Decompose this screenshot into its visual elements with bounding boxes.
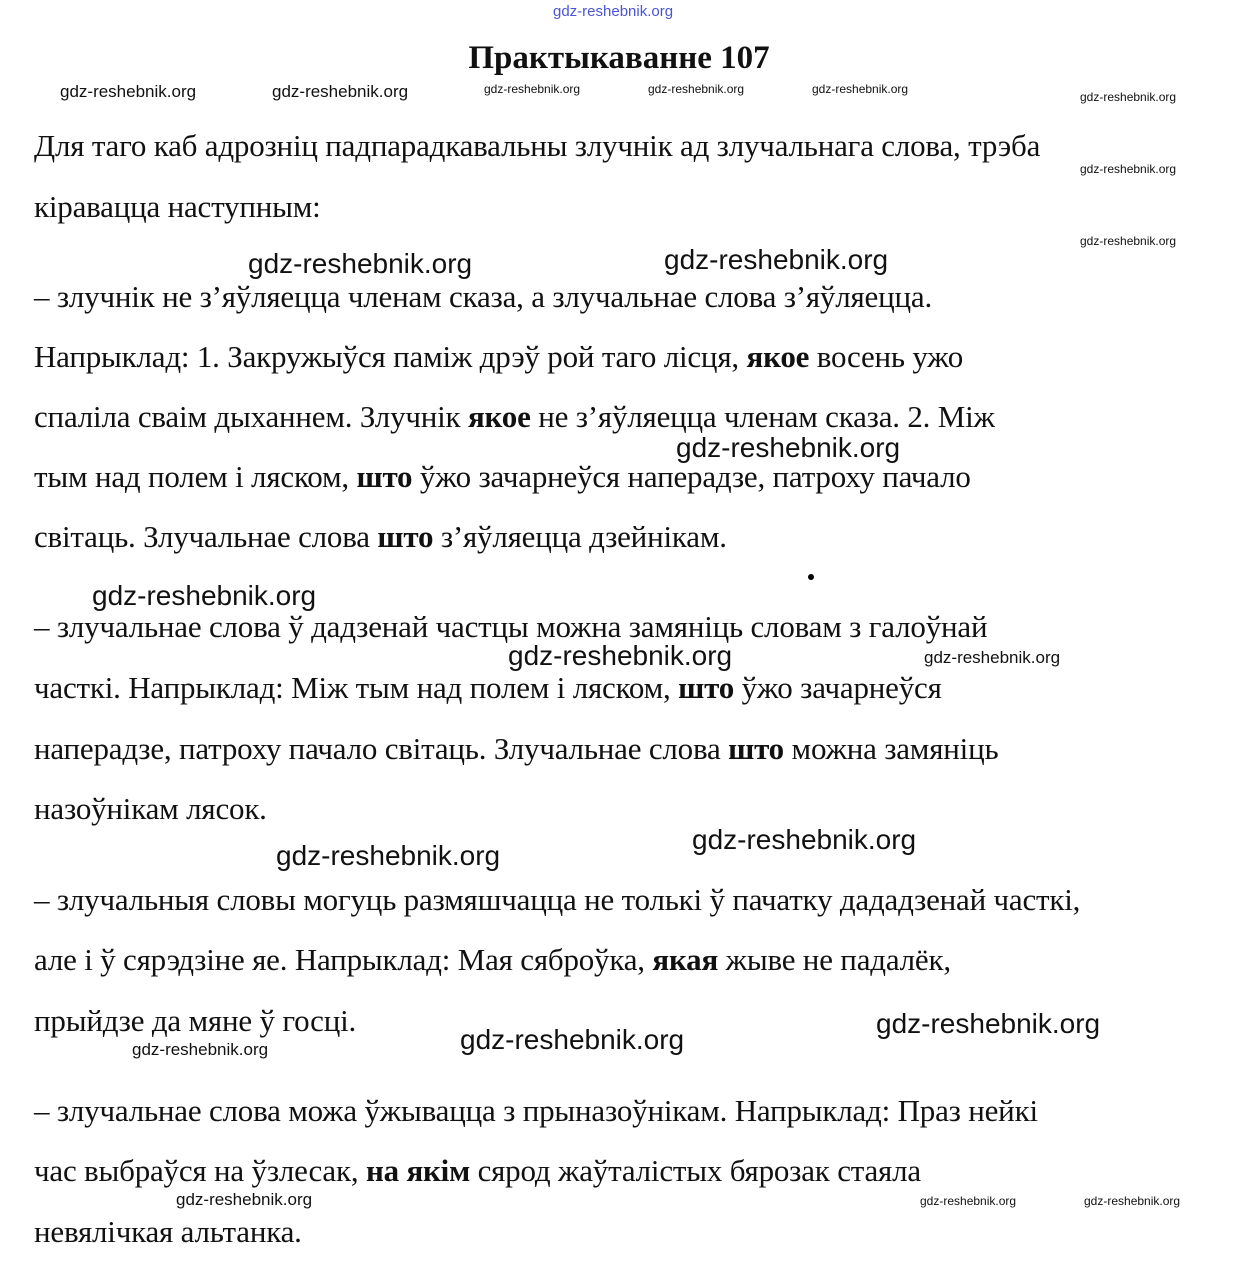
text-segment: Для таго каб адрозніц падпарадкавальны злучнік ад злучальнага слова, трэба: [34, 128, 1041, 163]
text-segment: невялічкая альтанка.: [34, 1214, 302, 1249]
text-line: [34, 339, 963, 375]
text-segment: восень ужо: [809, 339, 964, 374]
text-segment: наперадзе, патроху пачало світаць. Злучальнае слова: [34, 731, 729, 766]
watermark: gdz-reshebnik.org: [92, 580, 317, 611]
page-title: Практыкаванне 107: [468, 40, 770, 76]
watermark: gdz-reshebnik.org: [1080, 90, 1177, 104]
text-segment: ўжо зачарнеўся: [734, 670, 942, 705]
text-segment: тым над полем і ляском,: [34, 459, 357, 494]
text-segment: час выбраўся на ўзлесак,: [34, 1153, 366, 1188]
watermark: gdz-reshebnik.org: [876, 1008, 1101, 1039]
watermark: gdz-reshebnik.org: [1080, 162, 1177, 176]
text-line: [34, 189, 321, 225]
bold-keyword: што: [678, 670, 735, 705]
watermark: gdz-reshebnik.org: [248, 248, 473, 279]
watermark: gdz-reshebnik.org: [664, 244, 889, 275]
text-segment: прыйдзе да мяне ў госці.: [34, 1003, 357, 1038]
text-line: [34, 670, 942, 706]
text-line: [34, 519, 727, 555]
text-line: [34, 1093, 1038, 1129]
text-line: [34, 279, 932, 315]
watermark: gdz-reshebnik.org: [553, 3, 674, 20]
text-segment: сярод жаўталістых бярозак стаяла: [470, 1153, 921, 1188]
watermark: gdz-reshebnik.org: [176, 1190, 313, 1209]
watermark: gdz-reshebnik.org: [648, 82, 745, 96]
watermark: gdz-reshebnik.org: [276, 840, 501, 871]
text-line: [34, 791, 267, 827]
watermark: gdz-reshebnik.org: [132, 1040, 269, 1059]
text-segment: але і ў сярэдзіне яе. Напрыклад: Мая сяброўка,: [34, 942, 653, 977]
watermark: gdz-reshebnik.org: [1080, 234, 1177, 248]
text-segment: – злучальныя словы могуць размяшчацца не толькі ў пачатку дададзенай часткі,: [34, 882, 1081, 917]
text-line: [34, 1153, 921, 1189]
text-line: [34, 1003, 356, 1039]
text-segment: ўжо зачарнеўся наперадзе, патроху пачало: [412, 459, 971, 494]
text-line: [34, 1214, 302, 1250]
watermark: gdz-reshebnik.org: [1084, 1194, 1181, 1208]
text-segment: жыве не падалёк,: [718, 942, 951, 977]
bold-keyword: што: [356, 459, 413, 494]
bold-keyword: што: [377, 519, 434, 554]
watermark: gdz-reshebnik.org: [676, 432, 901, 463]
bold-keyword: што: [728, 731, 784, 766]
text-segment: Напрыклад: 1. Закружыўся паміж дрэў рой таго лісця,: [34, 339, 747, 374]
text-segment: назоўнікам лясок.: [34, 791, 267, 826]
text-line: [34, 128, 1040, 164]
watermark: gdz-reshebnik.org: [920, 1194, 1017, 1208]
text-line: [34, 942, 951, 978]
text-segment: спаліла сваім дыханнем. Злучнік: [34, 399, 468, 434]
bold-keyword: якое: [467, 399, 531, 434]
watermark: gdz-reshebnik.org: [508, 640, 733, 671]
text-segment: – злучальнае слова можа ўжывацца з прыназоўнікам. Напрыклад: Праз нейкі: [34, 1093, 1038, 1128]
stray-dot: [808, 574, 814, 580]
bold-keyword: якая: [652, 942, 719, 977]
bold-keyword: якое: [746, 339, 810, 374]
text-segment: – злучальнае слова ў дадзенай частцы можна замяніць словам з галоўнай: [34, 609, 988, 644]
watermark: gdz-reshebnik.org: [272, 82, 409, 101]
watermark: gdz-reshebnik.org: [460, 1024, 685, 1055]
text-segment: з’яўляецца дзейнікам.: [433, 519, 727, 554]
text-segment: можна замяніць: [783, 731, 999, 766]
text-segment: кіравацца наступным:: [34, 189, 321, 224]
text-line: [34, 459, 971, 495]
text-line: [34, 399, 995, 435]
bold-keyword: на якім: [365, 1153, 471, 1188]
watermark: gdz-reshebnik.org: [484, 82, 581, 96]
text-line: [34, 609, 987, 645]
text-segment: – злучнік не з’яўляецца членам сказа, а злучальнае слова з’яўляецца.: [34, 279, 933, 314]
text-line: [34, 731, 998, 767]
watermark: gdz-reshebnik.org: [692, 824, 917, 855]
watermark: gdz-reshebnik.org: [924, 648, 1061, 667]
text-segment: світаць. Злучальнае слова: [34, 519, 378, 554]
watermark: gdz-reshebnik.org: [812, 82, 909, 96]
watermark: gdz-reshebnik.org: [60, 82, 197, 101]
text-segment: часткі. Напрыклад: Між тым над полем і ляском,: [34, 670, 679, 705]
text-line: [34, 882, 1080, 918]
text-segment: не з’яўляецца членам сказа. 2. Між: [530, 399, 995, 434]
